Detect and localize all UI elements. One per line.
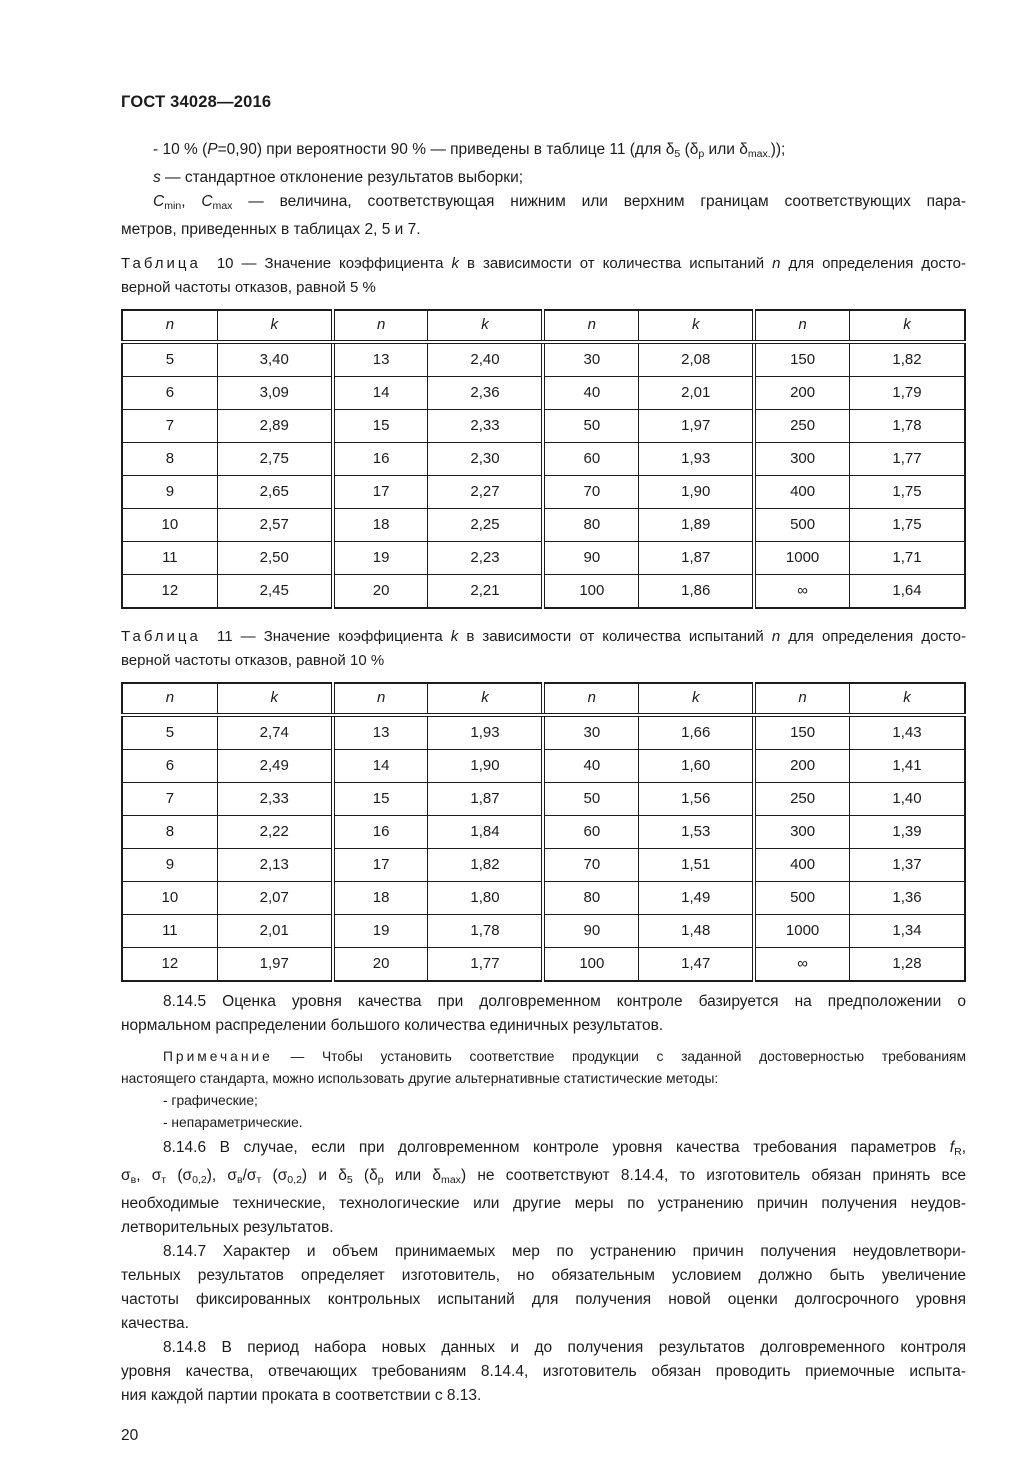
caption-line xyxy=(121,276,966,300)
table-row xyxy=(122,749,965,782)
k-value-cell: 2,33 xyxy=(217,782,332,815)
text-line xyxy=(121,1384,966,1408)
text-run: 8.14.6 В случае, если при долговременном контроле уровня качества требования параметров xyxy=(163,1138,950,1156)
k-value-cell: 2,01 xyxy=(217,914,332,947)
n-value-cell: 30 xyxy=(543,342,638,377)
subscript: 5 xyxy=(346,1173,353,1186)
text-line xyxy=(121,138,966,166)
text-run: уровня качества, отвечающих требованиям 8.14.4, изготовитель обязан проводить приемочные испыта- xyxy=(121,1362,966,1380)
n-value-cell: 400 xyxy=(754,848,849,881)
n-value-cell: 6 xyxy=(122,749,217,782)
col-header-k: k xyxy=(849,310,965,342)
text-run: , σ xyxy=(136,1166,162,1184)
k-value-cell: 2,25 xyxy=(428,508,543,541)
table-row xyxy=(122,848,965,881)
text-line xyxy=(121,218,966,242)
text-run: 8.14.8 В период набора новых данных и до получения результатов долговременного контроля xyxy=(163,1338,966,1356)
subscript: max xyxy=(441,1173,461,1186)
subscript: 0,2 xyxy=(192,1173,207,1186)
subscript: р xyxy=(698,147,705,160)
k-value-cell: 1,66 xyxy=(639,715,754,750)
k-value-cell: 1,60 xyxy=(639,749,754,782)
text-run: 11 — Значение коэффициента xyxy=(200,627,451,645)
col-header-k: k xyxy=(639,683,754,715)
k-value-cell: 1,87 xyxy=(639,541,754,574)
col-header-k: k xyxy=(428,683,543,715)
text-run: , xyxy=(181,192,202,210)
text-run: или δ xyxy=(383,1166,442,1184)
text-run: /σ xyxy=(242,1166,257,1184)
text-line xyxy=(121,1216,966,1240)
text-run: 8.14.5 Оценка уровня качества при долговременном контроле базируется на предположении о xyxy=(163,992,966,1010)
k-value-cell: 2,22 xyxy=(217,815,332,848)
k-value-cell: 1,80 xyxy=(428,881,543,914)
text-run: тельных результатов определяет изготовитель, но обязательным условием должно быть увеличение xyxy=(121,1266,966,1284)
table-11-body xyxy=(122,715,965,981)
text-run: — стандартное отклонение результатов выборки; xyxy=(160,168,524,186)
page-number: 20 xyxy=(121,1426,139,1444)
n-value-cell: 300 xyxy=(754,815,849,848)
text-run: (σ xyxy=(166,1166,193,1184)
k-value-cell: 1,56 xyxy=(639,782,754,815)
n-value-cell: 7 xyxy=(122,409,217,442)
n-value-cell: 70 xyxy=(543,475,638,508)
n-value-cell: 100 xyxy=(543,574,638,608)
table-10 xyxy=(121,309,966,609)
n-value-cell: 20 xyxy=(333,574,428,608)
para-8-14-8 xyxy=(121,1336,966,1408)
text-run: =0,90) при вероятности 90 % — приведены в таблице 11 (для xyxy=(217,141,666,158)
k-value-cell: 2,01 xyxy=(639,376,754,409)
col-header-n: n xyxy=(122,310,217,342)
text-run: C xyxy=(201,192,213,210)
note-line xyxy=(121,1090,966,1112)
n-value-cell: ∞ xyxy=(754,947,849,981)
subscript: в xyxy=(130,1173,137,1186)
k-value-cell: 1,97 xyxy=(639,409,754,442)
text-run: для определения досто- xyxy=(780,254,966,272)
n-value-cell: 250 xyxy=(754,782,849,815)
text-run: Таблица xyxy=(121,254,201,272)
text-run: — величина, соответствующая нижним или верхним границам соответствующих пара- xyxy=(232,192,966,210)
col-header-n: n xyxy=(754,683,849,715)
text-run: (σ xyxy=(261,1166,288,1184)
subscript: т xyxy=(161,1173,167,1186)
n-value-cell: 40 xyxy=(543,749,638,782)
table-row xyxy=(122,541,965,574)
k-value-cell: 1,39 xyxy=(849,815,965,848)
n-value-cell: 5 xyxy=(122,342,217,377)
k-value-cell: 1,75 xyxy=(849,475,965,508)
k-value-cell: 1,93 xyxy=(428,715,543,750)
k-value-cell: 1,90 xyxy=(639,475,754,508)
n-value-cell: 250 xyxy=(754,409,849,442)
k-value-cell: 1,86 xyxy=(639,574,754,608)
text-run: частоты фиксированных контрольных испытаний для получения новой оценки долгосрочного уровня xyxy=(121,1290,966,1308)
k-value-cell: 1,77 xyxy=(849,442,965,475)
note-block xyxy=(121,1046,966,1134)
col-header-n: n xyxy=(543,310,638,342)
caption-line xyxy=(121,649,966,673)
subscript: 0,2 xyxy=(287,1173,302,1186)
subscript: в xyxy=(237,1173,243,1186)
k-value-cell: 1,78 xyxy=(428,914,543,947)
k-value-cell: 1,64 xyxy=(849,574,965,608)
subscript: max xyxy=(212,199,233,212)
subscript: т xyxy=(256,1173,262,1186)
table-11-header xyxy=(122,683,965,715)
subscript: 5 xyxy=(674,147,681,160)
subscript: R xyxy=(954,1145,962,1158)
text-line xyxy=(121,1192,966,1216)
text-run: метров, приведенных в таблицах 2, 5 и 7. xyxy=(121,220,421,238)
note-line xyxy=(121,1068,966,1090)
text-run: s xyxy=(153,168,161,186)
k-value-cell: 2,45 xyxy=(217,574,332,608)
para-8-14-7 xyxy=(121,1240,966,1336)
n-value-cell: 13 xyxy=(333,715,428,750)
k-value-cell: 1,82 xyxy=(849,342,965,377)
col-header-n: n xyxy=(333,310,428,342)
n-value-cell: 90 xyxy=(543,914,638,947)
n-value-cell: 40 xyxy=(543,376,638,409)
text-run: - 10 % ( xyxy=(153,141,208,158)
n-value-cell: 150 xyxy=(754,342,849,377)
text-run: нормальном распределении большого количества единичных результатов. xyxy=(121,1016,664,1034)
text-line xyxy=(121,1240,966,1264)
header-row xyxy=(122,310,965,342)
n-value-cell: 11 xyxy=(122,541,217,574)
n-value-cell: 100 xyxy=(543,947,638,981)
k-value-cell: 1,75 xyxy=(849,508,965,541)
table-row xyxy=(122,574,965,608)
k-value-cell: 2,21 xyxy=(428,574,543,608)
text-run: , xyxy=(961,1138,966,1156)
n-value-cell: 90 xyxy=(543,541,638,574)
table10-caption xyxy=(121,252,966,300)
n-value-cell: 1000 xyxy=(754,541,849,574)
n-value-cell: 15 xyxy=(333,782,428,815)
text-line xyxy=(121,1136,966,1164)
n-value-cell: 10 xyxy=(122,881,217,914)
n-value-cell: 13 xyxy=(333,342,428,377)
para-8-14-5 xyxy=(121,990,966,1038)
k-value-cell: 1,51 xyxy=(639,848,754,881)
n-value-cell: 9 xyxy=(122,475,217,508)
text-line xyxy=(121,1264,966,1288)
n-value-cell: 500 xyxy=(754,881,849,914)
text-line xyxy=(121,1014,966,1038)
text-run: f xyxy=(949,1138,955,1156)
k-value-cell: 1,47 xyxy=(639,947,754,981)
k-value-cell: 1,40 xyxy=(849,782,965,815)
k-value-cell: 1,53 xyxy=(639,815,754,848)
k-value-cell: 1,78 xyxy=(849,409,965,442)
n-value-cell: 19 xyxy=(333,541,428,574)
n-value-cell: 14 xyxy=(333,376,428,409)
table-row xyxy=(122,914,965,947)
text-run: ния каждой партии проката в соответствии с 8.13. xyxy=(121,1386,482,1404)
text-line xyxy=(121,990,966,1014)
n-value-cell: 200 xyxy=(754,749,849,782)
n-value-cell: 400 xyxy=(754,475,849,508)
table-row xyxy=(122,409,965,442)
k-value-cell: 1,41 xyxy=(849,749,965,782)
text-run: верной частоты отказов, равной 5 % xyxy=(121,278,376,296)
n-value-cell: 10 xyxy=(122,508,217,541)
text-run: 8.14.7 Характер и объем принимаемых мер по устранению причин получения неудовлетвори- xyxy=(163,1242,966,1260)
text-run: 10 — Значение коэффициента xyxy=(200,254,452,272)
text-run: в зависимости от количества испытаний xyxy=(458,254,773,272)
k-value-cell: 2,27 xyxy=(428,475,543,508)
n-value-cell: 80 xyxy=(543,508,638,541)
text-run: летворительных результатов. xyxy=(121,1218,334,1236)
caption-line xyxy=(121,625,966,649)
text-run: или xyxy=(704,141,740,158)
text-run: ) не соответствуют 8.14.4, то изготовитель обязан принять все xyxy=(460,1166,966,1184)
text-run: n xyxy=(772,254,781,272)
text-run: δ xyxy=(665,141,675,158)
text-run: (δ xyxy=(352,1166,378,1184)
table-row xyxy=(122,815,965,848)
text-run: δ xyxy=(739,141,748,158)
k-value-cell: 1,90 xyxy=(428,749,543,782)
text-line xyxy=(121,1164,966,1192)
para-8-14-6 xyxy=(121,1136,966,1240)
k-value-cell: 2,74 xyxy=(217,715,332,750)
n-value-cell: 60 xyxy=(543,442,638,475)
table-row xyxy=(122,715,965,750)
k-value-cell: 2,23 xyxy=(428,541,543,574)
k-value-cell: 2,36 xyxy=(428,376,543,409)
k-value-cell: 1,93 xyxy=(639,442,754,475)
col-header-n: n xyxy=(333,683,428,715)
col-header-k: k xyxy=(639,310,754,342)
n-value-cell: 8 xyxy=(122,442,217,475)
text-run: необходимые технические, технологические или другие меры по устранению причин получения неудов- xyxy=(121,1194,966,1212)
n-value-cell: 1000 xyxy=(754,914,849,947)
text-run: ), σ xyxy=(206,1166,237,1184)
subscript: max. xyxy=(747,147,771,160)
k-value-cell: 1,84 xyxy=(428,815,543,848)
caption-line xyxy=(121,252,966,276)
k-value-cell: 1,89 xyxy=(639,508,754,541)
n-value-cell: 30 xyxy=(543,715,638,750)
text-run: в зависимости от количества испытаний xyxy=(458,627,772,645)
text-run: k xyxy=(451,254,459,272)
n-value-cell: 8 xyxy=(122,815,217,848)
n-value-cell: 15 xyxy=(333,409,428,442)
text-run: - графические; xyxy=(163,1092,258,1108)
text-line xyxy=(121,1288,966,1312)
text-run: для определения досто- xyxy=(780,627,967,645)
k-value-cell: 2,65 xyxy=(217,475,332,508)
n-value-cell: 7 xyxy=(122,782,217,815)
n-value-cell: 200 xyxy=(754,376,849,409)
n-value-cell: 50 xyxy=(543,782,638,815)
k-value-cell: 1,28 xyxy=(849,947,965,981)
text-run: )); xyxy=(770,141,786,158)
k-value-cell: 3,09 xyxy=(217,376,332,409)
text-line xyxy=(121,1360,966,1384)
table-row xyxy=(122,475,965,508)
header-row xyxy=(122,683,965,715)
page-content xyxy=(121,90,966,1448)
text-run: δ xyxy=(689,141,699,158)
table-row xyxy=(122,508,965,541)
k-value-cell: 1,87 xyxy=(428,782,543,815)
k-value-cell: 2,40 xyxy=(428,342,543,377)
n-value-cell: 70 xyxy=(543,848,638,881)
k-value-cell: 1,34 xyxy=(849,914,965,947)
n-value-cell: 500 xyxy=(754,508,849,541)
text-line xyxy=(121,1312,966,1336)
table-10-header xyxy=(122,310,965,342)
table-row xyxy=(122,376,965,409)
k-value-cell: 1,71 xyxy=(849,541,965,574)
text-run: ( xyxy=(680,141,690,158)
col-header-k: k xyxy=(217,683,332,715)
k-value-cell: 1,82 xyxy=(428,848,543,881)
k-value-cell: 1,43 xyxy=(849,715,965,750)
n-value-cell: 14 xyxy=(333,749,428,782)
n-value-cell: 20 xyxy=(333,947,428,981)
k-value-cell: 2,89 xyxy=(217,409,332,442)
k-value-cell: 2,50 xyxy=(217,541,332,574)
n-value-cell: 300 xyxy=(754,442,849,475)
col-header-n: n xyxy=(543,683,638,715)
k-value-cell: 2,75 xyxy=(217,442,332,475)
k-value-cell: 1,77 xyxy=(428,947,543,981)
col-header-n: n xyxy=(754,310,849,342)
table-row xyxy=(122,881,965,914)
table11-caption xyxy=(121,625,966,673)
n-value-cell: 17 xyxy=(333,848,428,881)
k-value-cell: 2,08 xyxy=(639,342,754,377)
k-value-cell: 1,49 xyxy=(639,881,754,914)
text-run: Таблица xyxy=(121,627,201,645)
k-value-cell: 1,37 xyxy=(849,848,965,881)
table-row xyxy=(122,342,965,377)
n-value-cell: 150 xyxy=(754,715,849,750)
subscript: р xyxy=(377,1173,384,1186)
n-value-cell: 12 xyxy=(122,947,217,981)
col-header-n: n xyxy=(122,683,217,715)
subscript: min xyxy=(164,199,182,212)
text-run: Примечание xyxy=(163,1048,273,1064)
text-run: — Чтобы установить соответствие продукции с заданной достоверностью требованиям xyxy=(272,1048,966,1064)
k-value-cell: 2,13 xyxy=(217,848,332,881)
col-header-k: k xyxy=(428,310,543,342)
n-value-cell: 9 xyxy=(122,848,217,881)
col-header-k: k xyxy=(217,310,332,342)
n-value-cell: 80 xyxy=(543,881,638,914)
table-row xyxy=(122,782,965,815)
text-run: k xyxy=(450,627,459,645)
note-line xyxy=(121,1112,966,1134)
text-run: верной частоты отказов, равной 10 % xyxy=(121,651,385,669)
n-value-cell: 17 xyxy=(333,475,428,508)
col-header-k: k xyxy=(849,683,965,715)
n-value-cell: ∞ xyxy=(754,574,849,608)
n-value-cell: 12 xyxy=(122,574,217,608)
text-line xyxy=(121,190,966,218)
k-value-cell: 2,49 xyxy=(217,749,332,782)
doc-header: ГОСТ 34028—2016 xyxy=(121,93,272,111)
n-value-cell: 60 xyxy=(543,815,638,848)
text-run: n xyxy=(771,627,781,645)
text-run: P xyxy=(207,141,218,158)
text-run: C xyxy=(153,192,165,210)
n-value-cell: 16 xyxy=(333,815,428,848)
n-value-cell: 11 xyxy=(122,914,217,947)
n-value-cell: 18 xyxy=(333,881,428,914)
k-value-cell: 2,30 xyxy=(428,442,543,475)
k-value-cell: 2,57 xyxy=(217,508,332,541)
text-line xyxy=(121,166,966,190)
text-run: качества. xyxy=(121,1314,189,1332)
intro-block xyxy=(121,138,966,242)
table-row xyxy=(122,947,965,981)
text-run: ) и δ xyxy=(301,1166,347,1184)
text-run: настоящего стандарта, можно использовать другие альтернативные статистические методы: xyxy=(121,1070,719,1086)
k-value-cell: 1,36 xyxy=(849,881,965,914)
n-value-cell: 50 xyxy=(543,409,638,442)
k-value-cell: 3,40 xyxy=(217,342,332,377)
n-value-cell: 6 xyxy=(122,376,217,409)
n-value-cell: 16 xyxy=(333,442,428,475)
k-value-cell: 1,97 xyxy=(217,947,332,981)
k-value-cell: 1,48 xyxy=(639,914,754,947)
k-value-cell: 2,07 xyxy=(217,881,332,914)
n-value-cell: 19 xyxy=(333,914,428,947)
text-run: σ xyxy=(121,1166,131,1184)
k-value-cell: 1,79 xyxy=(849,376,965,409)
k-value-cell: 2,33 xyxy=(428,409,543,442)
table-row xyxy=(122,442,965,475)
table-11 xyxy=(121,682,966,982)
n-value-cell: 5 xyxy=(122,715,217,750)
text-line xyxy=(121,1336,966,1360)
n-value-cell: 18 xyxy=(333,508,428,541)
table-10-body xyxy=(122,342,965,608)
text-run: - непараметрические. xyxy=(163,1114,303,1130)
note-line xyxy=(121,1046,966,1068)
